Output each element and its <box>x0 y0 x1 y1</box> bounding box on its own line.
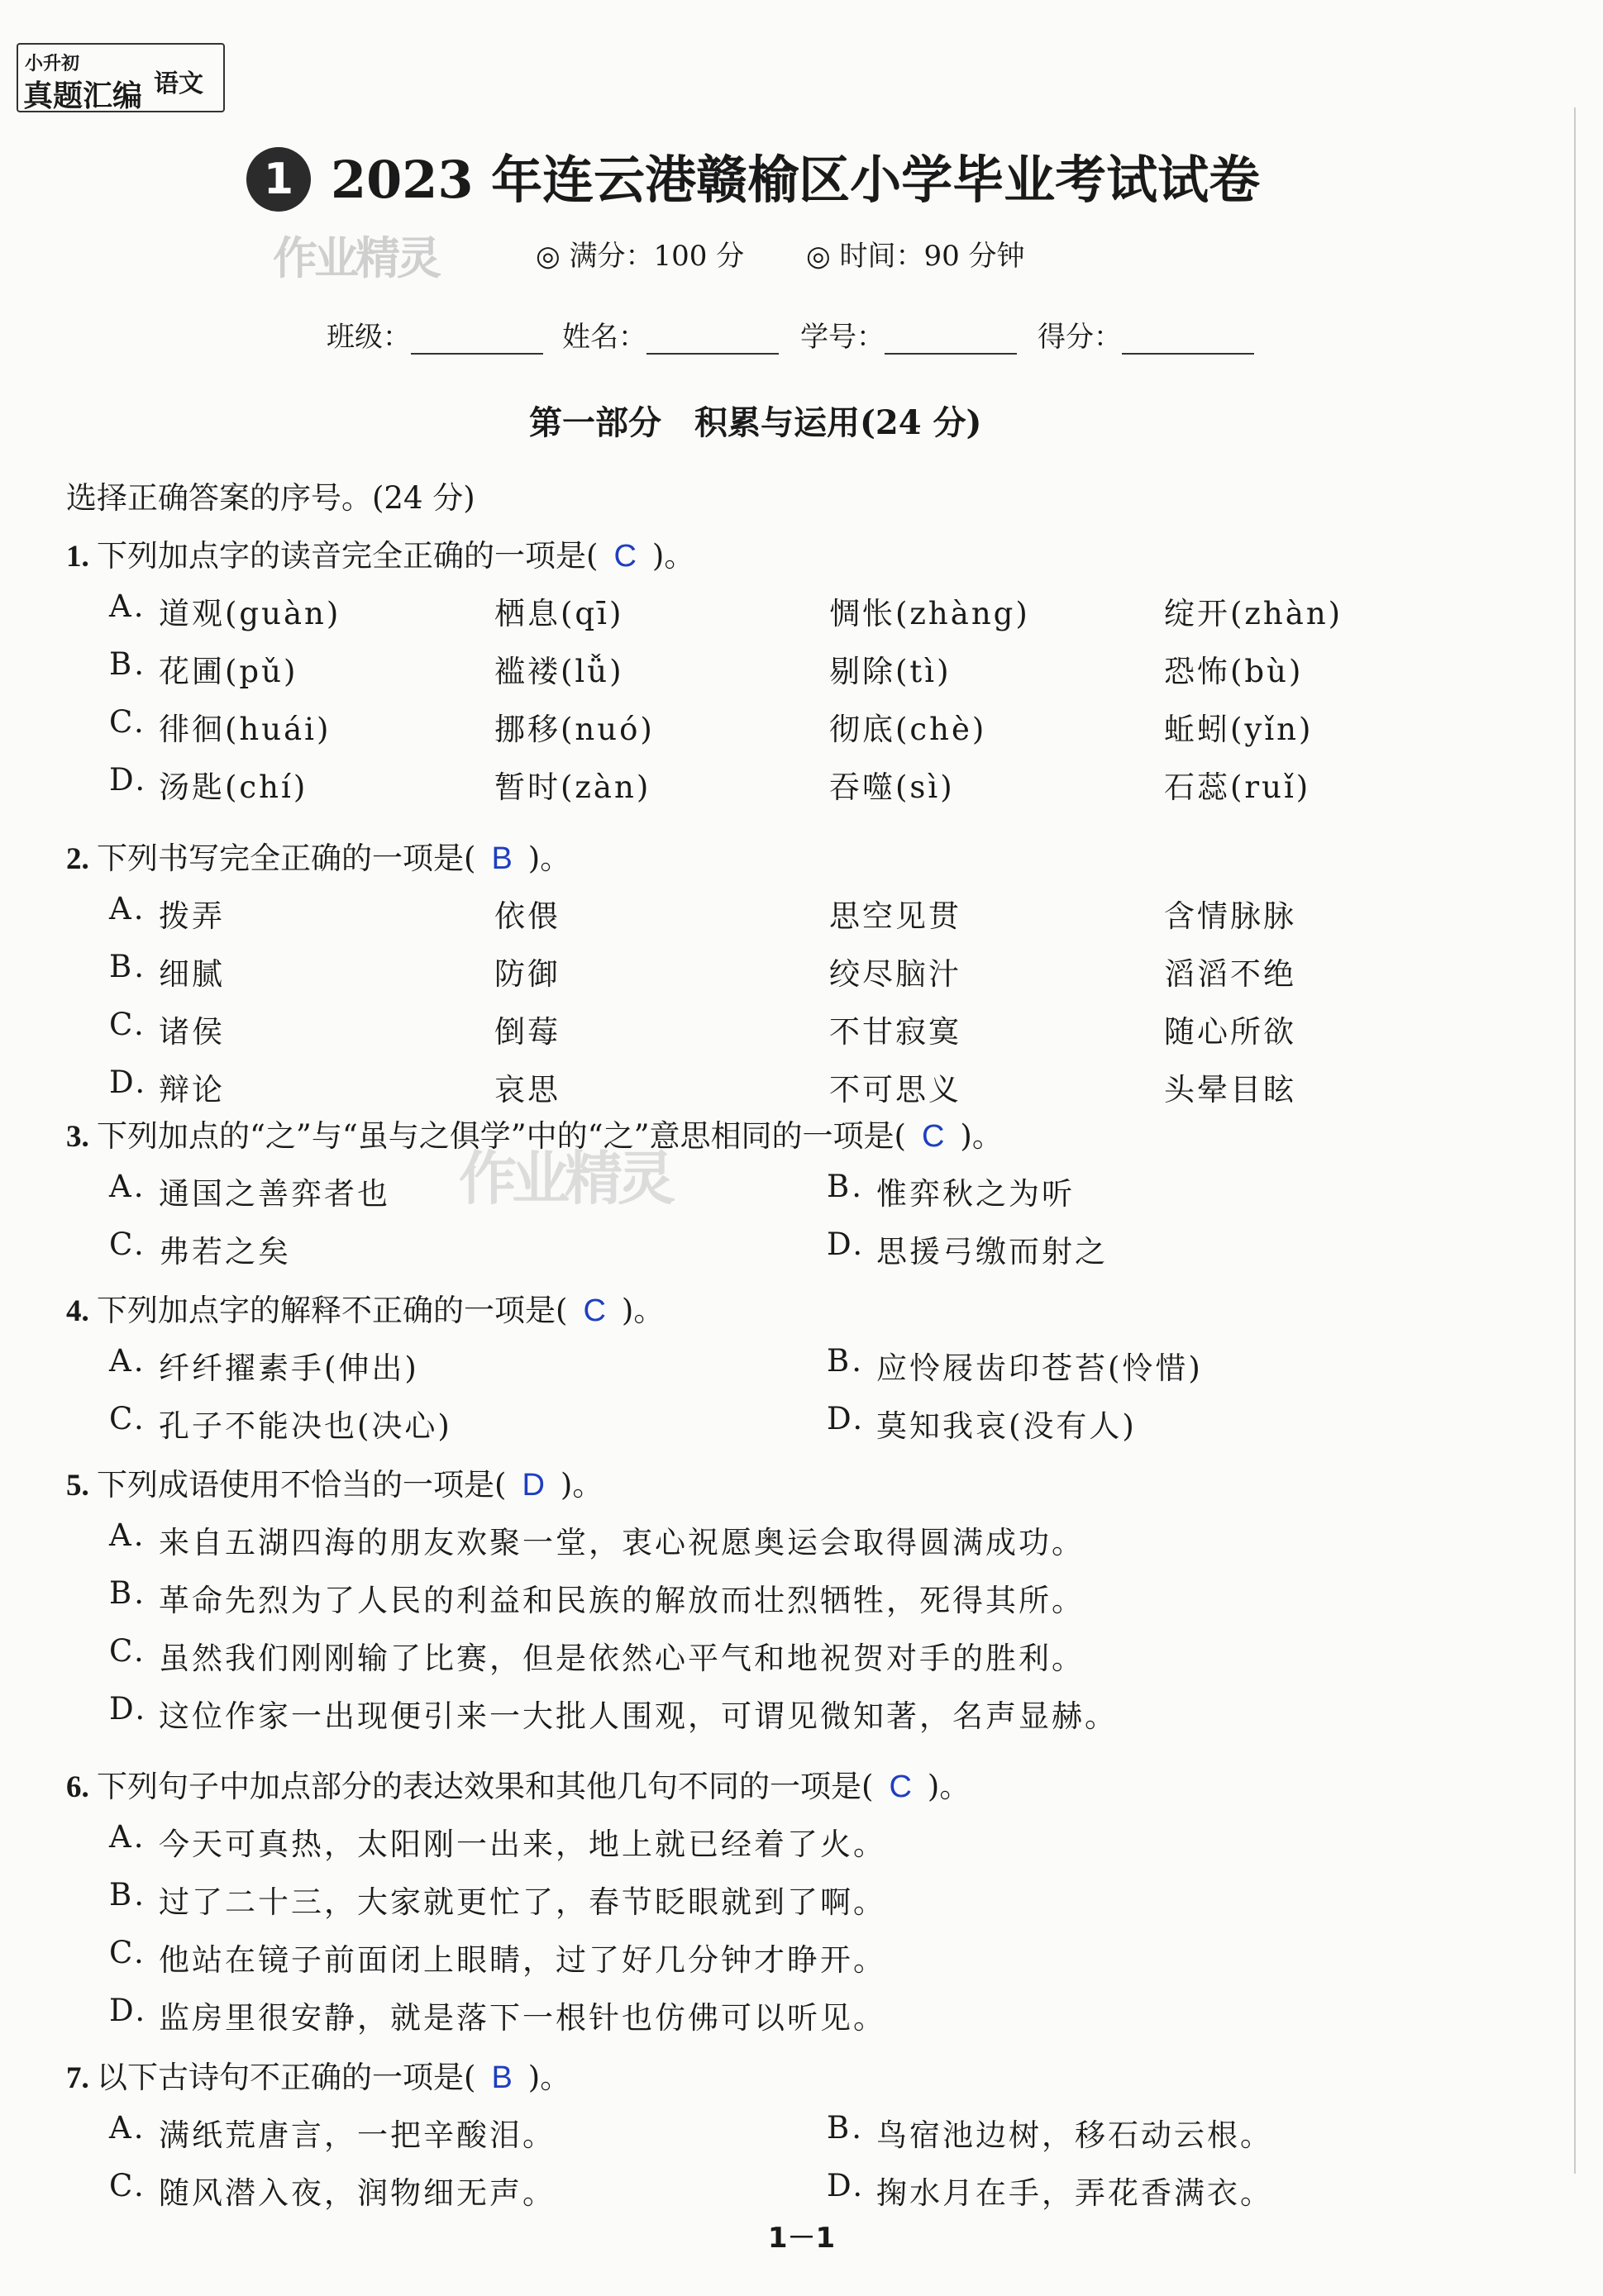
option-text: 倒莓 <box>494 1014 561 1050</box>
option-text: 褴褛(lǚ) <box>494 654 624 689</box>
option-text: 剔除(tì) <box>829 654 952 689</box>
option-text: 思空见贯 <box>829 898 961 934</box>
option-text: 惆怅(zhàng) <box>829 596 1030 631</box>
watermark-logo: 作业精灵 <box>273 231 438 284</box>
option-label: D. <box>827 1401 866 1436</box>
option-text: 随心所欲 <box>1164 1014 1296 1050</box>
option-label: A. <box>109 1517 146 1553</box>
score-field[interactable] <box>1122 328 1254 355</box>
question-text: 以下古诗句不正确的一项是( <box>97 2060 476 2095</box>
page-number: 1－1 <box>767 2222 836 2255</box>
option-text: 徘徊(huái) <box>159 712 332 747</box>
question-number: 1. <box>66 540 97 574</box>
paper-number: 1 <box>246 147 311 212</box>
option-text: 哀思 <box>494 1072 561 1108</box>
question-text: 下列加点字的解释不正确的一项是( <box>97 1293 568 1328</box>
option-text: 监房里很安静，就是落下一根针也仿佛可以听见。 <box>159 2000 886 2036</box>
option-label: C. <box>109 1935 146 1970</box>
question-text: 下列加点字的读音完全正确的一项是( <box>97 538 599 574</box>
option-label: B. <box>109 646 146 682</box>
option-label: C. <box>109 1401 146 1436</box>
option-text: 汤匙(chí) <box>159 769 308 805</box>
option-text: 绞尽脑汁 <box>829 956 961 992</box>
option-text: 道观(guàn) <box>159 596 341 631</box>
part-heading: 第一部分 积累与运用(24 分) <box>529 403 982 442</box>
option-label: C. <box>109 704 146 740</box>
question-number: 7. <box>66 2061 97 2095</box>
series-badge <box>17 43 225 112</box>
question-number: 5. <box>66 1469 97 1503</box>
section-instruction: 选择正确答案的序号。(24 分) <box>66 480 475 516</box>
option-text: 滔滔不绝 <box>1164 956 1296 992</box>
answer-mark: B <box>475 2060 528 2095</box>
option-text: 过了二十三，大家就更忙了，春节眨眼就到了啊。 <box>159 1884 886 1920</box>
question-end: )。 <box>527 841 571 876</box>
option-text: 挪移(nuó) <box>494 712 655 747</box>
score-label: 得分： <box>1038 321 1122 354</box>
option-text: 含情脉脉 <box>1164 898 1296 934</box>
answer-mark: C <box>873 1770 928 1804</box>
option-label: C. <box>109 2168 146 2203</box>
option-label: A. <box>109 1343 146 1379</box>
option-text: 不甘寂寞 <box>829 1014 961 1050</box>
option-text: 诸侯 <box>159 1014 225 1050</box>
id-label: 学号： <box>800 321 885 354</box>
option-label: A. <box>109 891 146 926</box>
option-text: 掬水月在手，弄花香满衣。 <box>876 2175 1273 2211</box>
option-label: D. <box>109 1065 148 1100</box>
badge-top-text: 小升初 <box>25 53 80 74</box>
page-title: 2023 年连云港赣榆区小学毕业考试试卷 <box>331 150 1261 210</box>
question-stem <box>66 1111 1003 1155</box>
option-text: 暂时(zàn) <box>494 769 651 805</box>
question-stem <box>66 1761 970 1806</box>
question-stem <box>66 1460 603 1504</box>
option-text: 应怜屐齿印苍苔(怜惜) <box>876 1350 1203 1386</box>
badge-main-text: 真题汇编 <box>23 79 143 113</box>
option-text: 头晕目眩 <box>1164 1072 1296 1108</box>
option-text: 拨弄 <box>159 898 225 934</box>
question-stem <box>66 1285 664 1330</box>
option-text: 吞噬(sì) <box>829 769 955 805</box>
question-stem <box>66 2052 570 2097</box>
option-text: 恐怖(bù) <box>1164 654 1304 689</box>
info-id <box>800 314 1017 355</box>
option-label: A. <box>109 1169 146 1204</box>
option-label: B. <box>109 949 146 984</box>
option-text: 辩论 <box>159 1072 225 1108</box>
option-text: 他站在镜子前面闭上眼睛，过了好几分钟才睁开。 <box>159 1942 886 1978</box>
answer-mark: B <box>475 841 528 876</box>
question-text: 下列句子中加点部分的表达效果和其他几句不同的一项是( <box>97 1769 874 1804</box>
question-number: 2. <box>66 842 97 876</box>
info-name <box>562 314 779 355</box>
option-label: D. <box>109 762 148 798</box>
option-text: 花圃(pǔ) <box>159 654 298 689</box>
answer-mark: D <box>506 1468 561 1503</box>
option-text: 石蕊(ruǐ) <box>1164 769 1311 805</box>
option-text: 满纸荒唐言，一把辛酸泪。 <box>159 2117 556 2153</box>
option-text: 来自五湖四海的朋友欢聚一堂，衷心祝愿奥运会取得圆满成功。 <box>159 1525 1085 1560</box>
question-end: )。 <box>960 1118 1003 1154</box>
question-number: 3. <box>66 1120 97 1154</box>
question-end: )。 <box>621 1293 665 1328</box>
question-stem <box>66 531 694 575</box>
full-score: ◎ 满分：100 分 <box>536 240 745 273</box>
option-text: 依偎 <box>494 898 561 934</box>
answer-mark: C <box>567 1293 622 1328</box>
option-text: 虽然我们刚刚输了比赛，但是依然心平气和地祝贺对手的胜利。 <box>159 1641 1085 1676</box>
question-text: 下列成语使用不恰当的一项是( <box>97 1467 507 1503</box>
question-end: )。 <box>651 538 695 574</box>
option-label: C. <box>109 1227 146 1262</box>
option-label: B. <box>827 1343 864 1379</box>
id-field[interactable] <box>885 328 1017 355</box>
margin-line <box>1574 107 1576 2174</box>
option-text: 惟弈秋之为听 <box>876 1176 1075 1212</box>
option-text: 蚯蚓(yǐn) <box>1164 712 1314 747</box>
option-text: 思援弓缴而射之 <box>876 1234 1108 1269</box>
option-label: B. <box>109 1575 146 1611</box>
option-text: 通国之善弈者也 <box>159 1176 390 1212</box>
info-score <box>1038 314 1254 355</box>
question-number: 4. <box>66 1294 97 1328</box>
option-text: 这位作家一出现便引来一大批人围观，可谓见微知著，名声显赫。 <box>159 1698 1118 1734</box>
option-text: 革命先烈为了人民的利益和民族的解放而壮烈牺牲，死得其所。 <box>159 1583 1085 1618</box>
option-text: 随风潜入夜，润物细无声。 <box>159 2175 556 2211</box>
question-text: 下列书写完全正确的一项是( <box>97 841 476 876</box>
option-text: 今天可真热，太阳刚一出来，地上就已经着了火。 <box>159 1827 886 1862</box>
class-field[interactable] <box>411 328 543 355</box>
option-label: A. <box>109 1819 146 1855</box>
option-text: 鸟宿池边树，移石动云根。 <box>876 2117 1273 2153</box>
question-number: 6. <box>66 1770 97 1804</box>
info-class <box>327 314 543 355</box>
option-label: D. <box>109 1993 148 2028</box>
option-label: C. <box>109 1633 146 1669</box>
option-text: 绽开(zhàn) <box>1164 596 1343 631</box>
question-stem <box>66 833 570 878</box>
class-label: 班级： <box>327 321 411 354</box>
name-label: 姓名： <box>562 321 646 354</box>
option-label: D. <box>827 2168 866 2203</box>
option-label: C. <box>109 1007 146 1042</box>
option-label: D. <box>827 1227 866 1262</box>
option-text: 彻底(chè) <box>829 712 987 747</box>
question-text: 下列加点的“之”与“虽与之俱学”中的“之”意思相同的一项是( <box>97 1118 906 1154</box>
option-label: B. <box>109 1877 146 1913</box>
option-label: B. <box>827 1169 864 1204</box>
option-text: 莫知我哀(没有人) <box>876 1408 1137 1444</box>
option-text: 防御 <box>494 956 561 992</box>
option-text: 不可思义 <box>829 1072 961 1108</box>
watermark-center: 作业精灵 <box>459 1144 670 1212</box>
option-label: A. <box>109 588 146 624</box>
option-text: 弗若之矣 <box>159 1234 291 1269</box>
answer-mark: C <box>905 1119 961 1154</box>
question-end: )。 <box>927 1769 971 1804</box>
answer-mark: C <box>598 539 652 574</box>
question-end: )。 <box>560 1467 604 1503</box>
question-end: )。 <box>527 2060 571 2095</box>
option-label: A. <box>109 2110 146 2146</box>
option-label: D. <box>109 1691 148 1727</box>
exam-time: ◎ 时间：90 分钟 <box>806 240 1025 273</box>
name-field[interactable] <box>646 328 779 355</box>
badge-subject-text: 语文 <box>154 69 203 98</box>
option-label: B. <box>827 2110 864 2146</box>
option-text: 栖息(qī) <box>494 596 624 631</box>
option-text: 纤纤擢素手(伸出) <box>159 1350 419 1386</box>
option-text: 细腻 <box>159 956 225 992</box>
option-text: 孔子不能决也(决心) <box>159 1408 452 1444</box>
